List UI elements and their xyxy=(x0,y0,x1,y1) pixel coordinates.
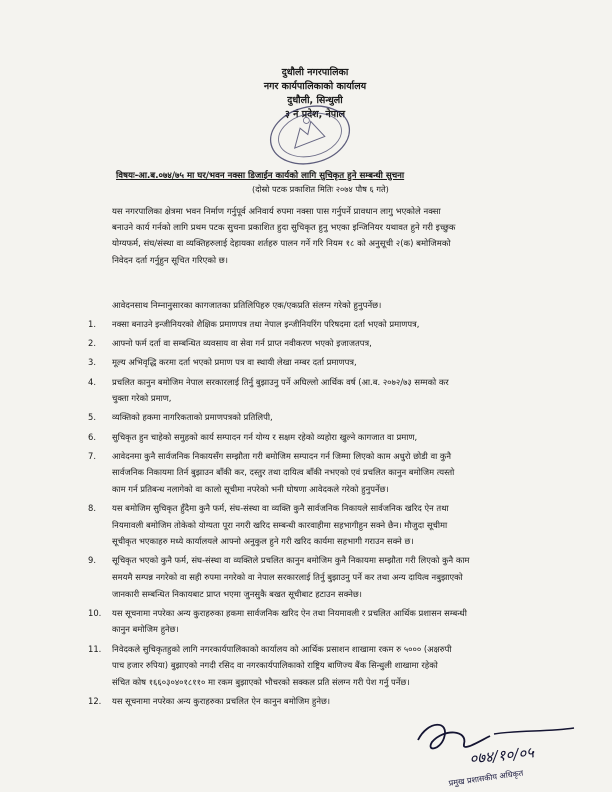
list-item xyxy=(88,641,588,691)
list-item-text: जानकारी सम्बन्धित निकायबाट प्राप्त भएमा जुनसुकै बखत सूचीबाट हटाउन सक्नेछ। xyxy=(112,588,362,599)
list-item-text: काम गर्न प्रतिबन्ध नलागेको वा कालो सूचीमा नपरेको भनी घोषणा आवेदकले गरेको हुनुपर्नेछ। xyxy=(112,483,389,494)
list-item-text: सुचिकृत हुन चाहेको समुहको कार्य सम्पादन गर्न योग्य र सक्षम रहेको व्यहोरा खुल्ने कागजात वा प्रमाण, xyxy=(112,431,418,442)
list-item xyxy=(88,693,588,710)
list-item xyxy=(88,409,588,426)
signature-date: ०७४/१०/०५ xyxy=(468,743,535,768)
notice-subject: विषयः-आ.ब.०७४/७५ मा घर/भवन नक्सा डिजाईन कार्यको लागि सुचिकृत हुने सम्बन्धी सुचना xyxy=(116,171,405,181)
list-item-text: नियमावली बमोजिम तोकेको योग्यता पूरा नगरी खरिद सम्बन्धी कारवाहीमा सहभागीहुन सक्ने छैन। मौजुदा सूचीमा xyxy=(112,519,448,530)
list-item-text: सूचीकृत भएकाहरु मध्ये कार्यालयले आफ्नो अनुकुल हुने गरी खरिद कार्यमा सहभागी गराउन सक्ने छ। xyxy=(112,536,414,547)
list-item-text: कानुन बमोजिम हुनेछ। xyxy=(112,624,179,635)
list-item-number: 10. xyxy=(88,607,102,618)
list-item-text: चुक्ता गरेको प्रमाण, xyxy=(112,393,172,404)
province-line: ३ नं प्रदेश, नेपाल xyxy=(284,109,346,120)
list-item-number: 6. xyxy=(88,431,96,442)
list-item xyxy=(88,354,588,371)
list-item xyxy=(88,316,588,333)
municipality-seal-icon xyxy=(262,100,358,170)
list-item xyxy=(88,552,588,602)
list-item-number: 11. xyxy=(88,643,102,654)
list-item-number: 2. xyxy=(88,338,96,349)
list-item xyxy=(88,605,588,638)
list-item-number: 8. xyxy=(88,503,96,514)
list-item-text: सार्वजनिक निकायमा तिर्न बुझाउन बाँकी कर, दस्तुर तथा दायित्व बाँकी नभएको एवं प्रचलित कानुन बमोजिम त्यस्तो xyxy=(112,467,455,478)
list-item-number: 3. xyxy=(88,357,96,368)
list-item-number: 1. xyxy=(88,319,96,329)
list-item-text: आफ्नो फर्म दर्ता वा सम्बन्धित व्यवसाय वा सेवा गर्न प्राप्त नवीकरण भएको इजाजतपत्र, xyxy=(112,338,372,349)
list-item-text: यस बमोजिम सुचिकृत हुँदैमा कुनै फर्म, संघ-संस्था वा व्यक्ति कुनै सार्वजनिक निकायले सार्वजनिक खरिद ऐन तथा xyxy=(112,503,449,514)
list-item-number: 7. xyxy=(88,450,96,461)
intro-line: योग्यफर्म, संघ/संस्था वा व्यक्तिहरुलाई देहायका शर्तहरु पालन गर्ने गरि नियम १८ को अनुसूची २(क) बमोजिमको xyxy=(112,239,451,250)
list-item xyxy=(88,335,588,352)
list-item-text: आवेदनमा कुनै सार्वजनिक निकायसँग सम्झौता गरी बमोजिम सम्पादन गर्न जिम्मा लिएको काम अधुरो छोडी वा कुनै xyxy=(112,450,452,461)
publication-note: (दोस्रो पटक प्रकाशित मितिः २०७४ पौष ६ गते) xyxy=(252,184,389,194)
list-item-text: पाच हजार रुपिया) बुझाएको नगदी रसिद वा नगरकार्यपालिकाको राष्ट्रिय बाणिज्य बैंक सिन्धुली शाखामा रहेको xyxy=(112,660,438,671)
list-item-text: संचित कोष १६६०३०४०१८११० मा रकम बुझाएको भौचरको सक्कल प्रति संलग्न गरी पेश गर्नु पर्नेछ। xyxy=(112,676,410,687)
municipality-name: दुधौली नगरपालिका xyxy=(281,67,349,78)
list-item-text: यस सूचनामा नपरेका अन्य कुराहरुका प्रचलित ऐन कानुन बमोजिम हुनेछ। xyxy=(112,696,331,706)
list-item xyxy=(88,429,588,446)
list-item-number: 9. xyxy=(88,555,96,566)
list-lead: आवेदनसाथ निम्नानुसारका कागजातका प्रतिलिपिहरु एक/एकप्रति संलग्न गरेको हुनुपर्नेछ। xyxy=(112,301,382,311)
list-item-text: सूचिकृत भएको कुनै फर्म, संघ-संस्था वा व्यक्तिले प्रचलित कानुन बमोजिम कुनै निकायमा सम्झौता गरी लिएको कुनै काम xyxy=(112,555,470,566)
officer-stamp: प्रमुख प्रशासकीय अधिकृत xyxy=(448,768,524,788)
intro-paragraph xyxy=(112,204,582,269)
requirements-list xyxy=(88,316,588,712)
list-item-text: यस सूचनामा नपरेका अन्य कुराहरुका हकमा सार्वजनिक खरिद ऐन तथा नियमावली र प्रचलित आर्थिक प्रशासन सम्बन्धी xyxy=(112,607,467,618)
intro-line: निवेदन दर्ता गर्नुहुन सूचित गरिएको छ। xyxy=(112,255,228,266)
list-item-text: प्रचलित कानुन बमोजिम नेपाल सरकारलाई तिर्नु बुझाउनु पर्ने अघिल्लो आर्थिक वर्ष (आ.ब. २०७२/७३ सम्मको कर xyxy=(112,376,449,387)
list-item-text: व्यक्तिको हकमा नागरिकताको प्रमाणपत्रको प्रतिलिपी, xyxy=(112,412,273,423)
office-location: दुधौली, सिन्धुली xyxy=(287,95,343,106)
list-item-number: 5. xyxy=(88,412,96,423)
list-item xyxy=(88,500,588,550)
list-item-text: समयमै सम्पन्न नगरेको वा सही रुपमा नगरेको वा नेपाल सरकारलाई तिर्नु बुझाउनु पर्ने कर तथा अन्य दायित्व नबुझाएको xyxy=(112,572,463,583)
list-item-number: 4. xyxy=(88,376,96,387)
list-item-text: निवेदकले सुचिकृतहुको लागि नगरकार्यपालिकाको कार्यालय को आर्थिक प्रसाशन शाखामा रकम रु ५००० (अक्षरुपी xyxy=(112,643,452,654)
list-item-number: 12. xyxy=(88,696,102,706)
intro-line: यस नगरपालिका क्षेत्रमा भवन निर्माण गर्नुपूर्व अनिवार्य रुपमा नक्सा पास गर्नुपर्ने प्रावधान लागु भएकोले नक्सा xyxy=(112,207,441,217)
list-item-text: मूल्य अभिवृद्धि करमा दर्ता भएको प्रमाण पत्र वा स्थायी लेखा नम्बर दर्ता प्रमाणपत्र, xyxy=(112,357,357,368)
office-name: नगर कार्यपालिकाको कार्यालय xyxy=(263,81,367,92)
list-item xyxy=(88,374,588,407)
list-item xyxy=(88,448,588,498)
intro-line: बनाउने कार्य गर्नको लागि प्रथम पटक सुचना प्रकाशित हुदा सुचिकृत हुनु भएका इन्जिनियर यथावत हुने गरी इच्छुक xyxy=(112,223,456,234)
list-item-text: नक्सा बनाउने इन्जीनियरको शैक्षिक प्रमाणपत्र तथा नेपाल इन्जीनियरिंग परिषदमा दर्ता भएको प्रमाणपत्र, xyxy=(112,319,420,329)
